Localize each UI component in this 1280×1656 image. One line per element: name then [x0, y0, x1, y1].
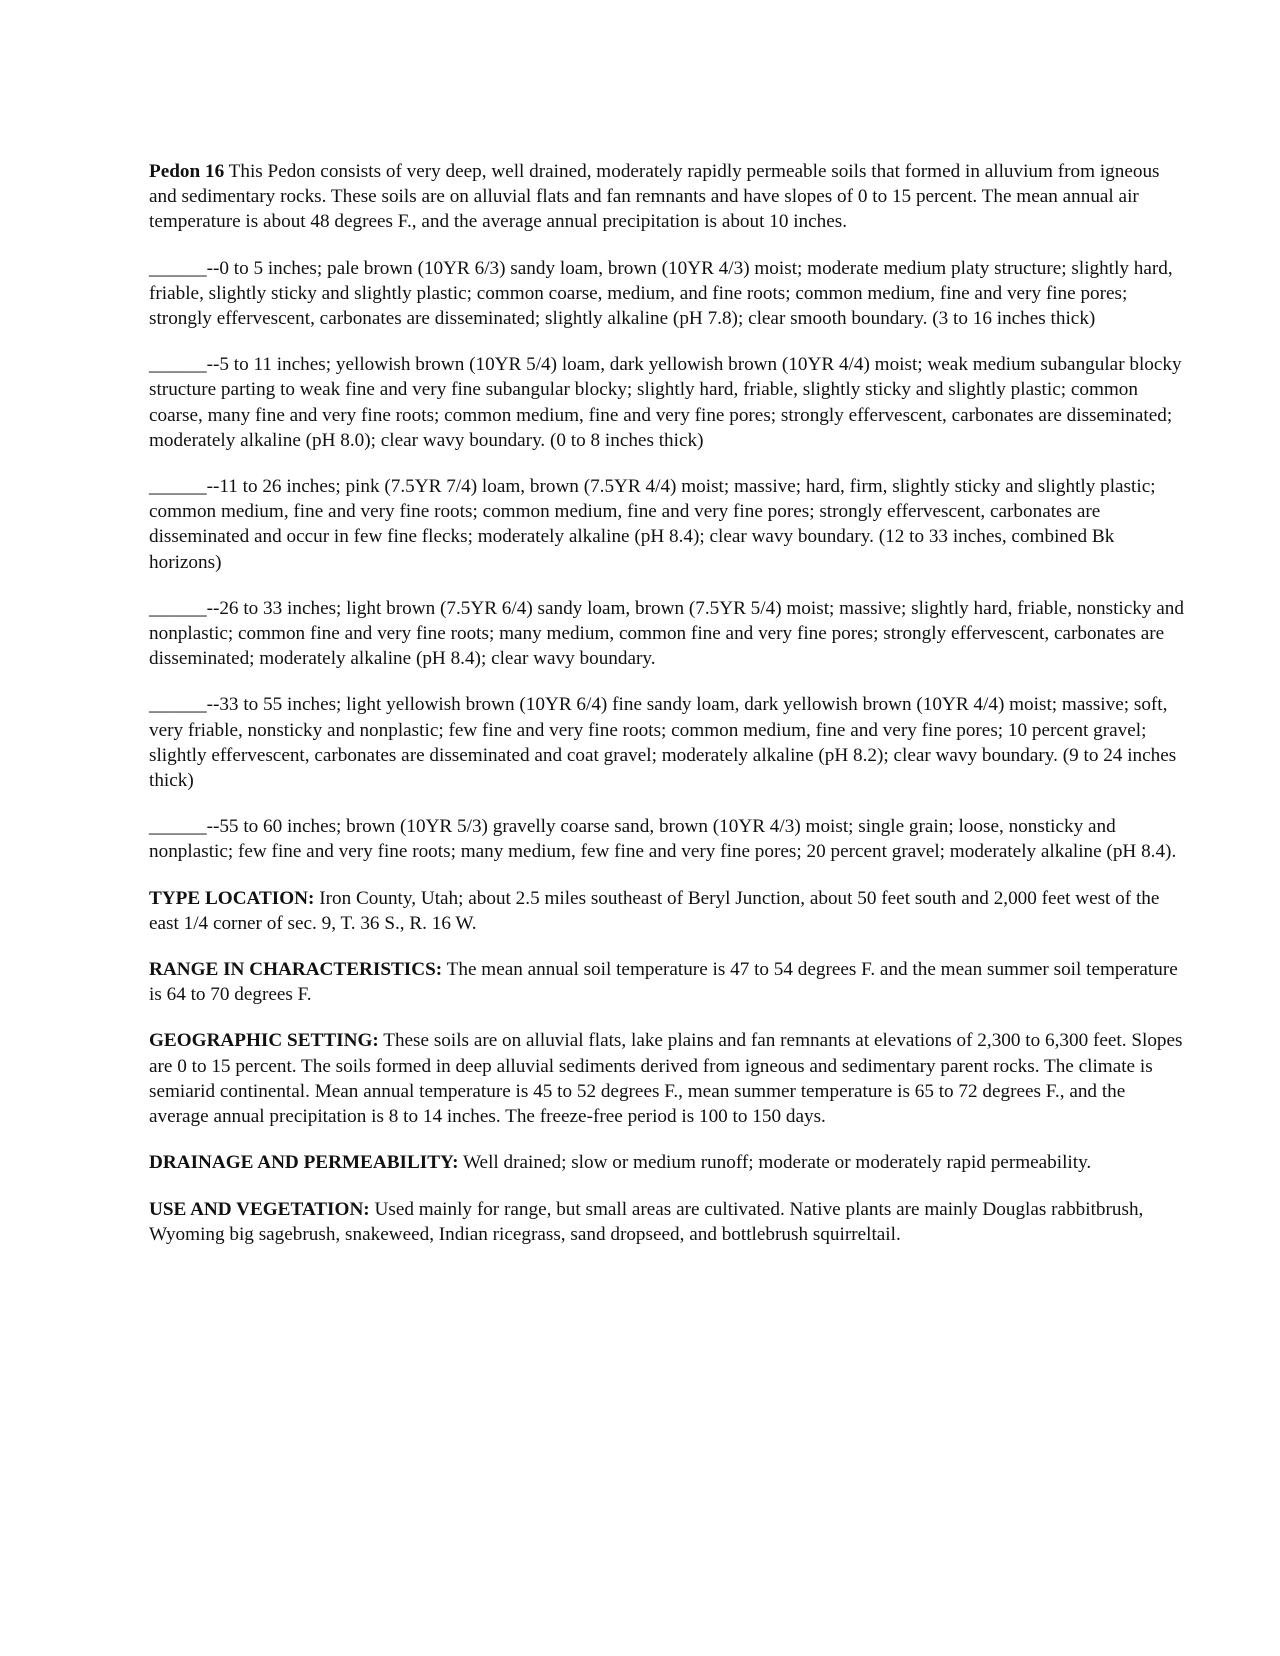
section-text: Iron County, Utah; about 2.5 miles southeast of Beryl Junction, about 50 feet south and 2,000 feet west of the east 1/4 corner of sec. 9, T. 36 S., R. 16 W.: [149, 887, 1160, 934]
intro-paragraph: [149, 159, 1184, 235]
pedon-title: Pedon 16: [149, 161, 225, 182]
horizon-text: --33 to 55 inches; light yellowish brown (10YR 6/4) fine sandy loam, dark yellowish brown (10YR 4/4) moist; massive; soft, very friable, nonsticky and nonplastic; few fine and very fine roots; common medium, fine and very fine pores; 10 percent gravel; slightly effervescent, carbonates are disseminated and coat gravel; moderately alkaline (pH 8.2); clear wavy boundary. (9 to 24 inches thick): [149, 694, 1177, 792]
horizon-text: --26 to 33 inches; light brown (7.5YR 6/4) sandy loam, brown (7.5YR 5/4) moist; massive; slightly hard, friable, nonsticky and nonplastic; common fine and very fine roots; many medium, common fine and very fine pores; strongly effervescent, carbonates are disseminated; moderately alkaline (pH 8.4); clear wavy boundary.: [149, 597, 1184, 670]
horizon-paragraph: [149, 692, 1184, 793]
type-location-section: [149, 886, 1184, 936]
section-heading: GEOGRAPHIC SETTING:: [149, 1030, 379, 1052]
section-text: These soils are on alluvial flats, lake plains and fan remnants at elevations of 2,300 to 6,300 feet. Slopes are 0 to 15 percent. The soils formed in deep alluvial sediments derived from igneous and sedimentary parent rocks. The climate is semiarid continental. Mean annual temperature is 45 to 52 degrees F., mean summer temperature is 65 to 72 degrees F., and the average annual precipitation is 8 to 14 inches. The freeze-free period is 100 to 150 days.: [149, 1030, 1183, 1128]
horizon-blank: ______: [149, 694, 207, 716]
horizon-text: --5 to 11 inches; yellowish brown (10YR 5/4) loam, dark yellowish brown (10YR 4/4) moist; weak medium subangular blocky structure parting to weak fine and very fine subangular blocky; slightly hard, friable, slightly sticky and slightly plastic; common coarse, many fine and very fine roots; common medium, fine and very fine pores; strongly effervescent, carbonates are disseminated; moderately alkaline (pH 8.0); clear wavy boundary. (0 to 8 inches thick): [149, 354, 1182, 451]
section-text: The mean annual soil temperature is 47 to 54 degrees F. and the mean summer soil temperature is 64 to 70 degrees F.: [149, 959, 1178, 1006]
horizon-blank: ______: [149, 476, 207, 498]
horizon-blank: ______: [149, 354, 207, 376]
horizon-blank: ______: [149, 816, 207, 838]
section-text: Well drained; slow or medium runoff; moderate or moderately rapid permeability.: [462, 1152, 1092, 1174]
horizon-paragraph: [149, 256, 1184, 332]
section-text: Used mainly for range, but small areas are cultivated. Native plants are mainly Douglas rabbitbrush, Wyoming big sagebrush, snakeweed, Indian ricegrass, sand dropseed, and bottlebrush squirreltail.: [149, 1198, 1144, 1245]
document-page: [149, 159, 1184, 1268]
horizon-paragraph: [149, 814, 1184, 864]
horizon-blank: ______: [149, 257, 207, 279]
section-heading: TYPE LOCATION:: [149, 887, 315, 909]
section-heading: DRAINAGE AND PERMEABILITY:: [149, 1152, 459, 1174]
use-vegetation-section: [149, 1197, 1184, 1247]
horizon-paragraph: [149, 352, 1184, 453]
drainage-permeability-section: [149, 1150, 1184, 1175]
horizon-text: --55 to 60 inches; brown (10YR 5/3) gravelly coarse sand, brown (10YR 4/3) moist; single grain; loose, nonsticky and nonplastic; few fine and very fine roots; many medium, few fine and very fine pores; 20 percent gravel; moderately alkaline (pH 8.4).: [149, 816, 1177, 863]
horizon-text: --0 to 5 inches; pale brown (10YR 6/3) sandy loam, brown (10YR 4/3) moist; moderate medium platy structure; slightly hard, friable, slightly sticky and slightly plastic; common coarse, medium, and fine roots; common medium, fine and very fine pores; strongly effervescent, carbonates are disseminated; slightly alkaline (pH 7.8); clear smooth boundary. (3 to 16 inches thick): [149, 257, 1173, 330]
section-heading: RANGE IN CHARACTERISTICS:: [149, 959, 443, 981]
range-characteristics-section: [149, 957, 1184, 1007]
horizon-paragraph: [149, 596, 1184, 672]
horizon-paragraph: [149, 474, 1184, 575]
section-heading: USE AND VEGETATION:: [149, 1198, 370, 1220]
intro-text: This Pedon consists of very deep, well drained, moderately rapidly permeable soils that formed in alluvium from igneous and sedimentary rocks. These soils are on alluvial flats and fan remnants and have slopes of 0 to 15 percent. The mean annual air temperature is about 48 degrees F., and the average annual precipitation is about 10 inches.: [149, 161, 1160, 233]
horizon-blank: ______: [149, 597, 207, 619]
horizon-text: --11 to 26 inches; pink (7.5YR 7/4) loam, brown (7.5YR 4/4) moist; massive; hard, firm, slightly sticky and slightly plastic; common medium, fine and very fine roots; common medium, fine and very fine pores; strongly effervescent, carbonates are disseminated and occur in few fine flecks; moderately alkaline (pH 8.4); clear wavy boundary. (12 to 33 inches, combined Bk horizons): [149, 476, 1156, 573]
geographic-setting-section: [149, 1028, 1184, 1129]
